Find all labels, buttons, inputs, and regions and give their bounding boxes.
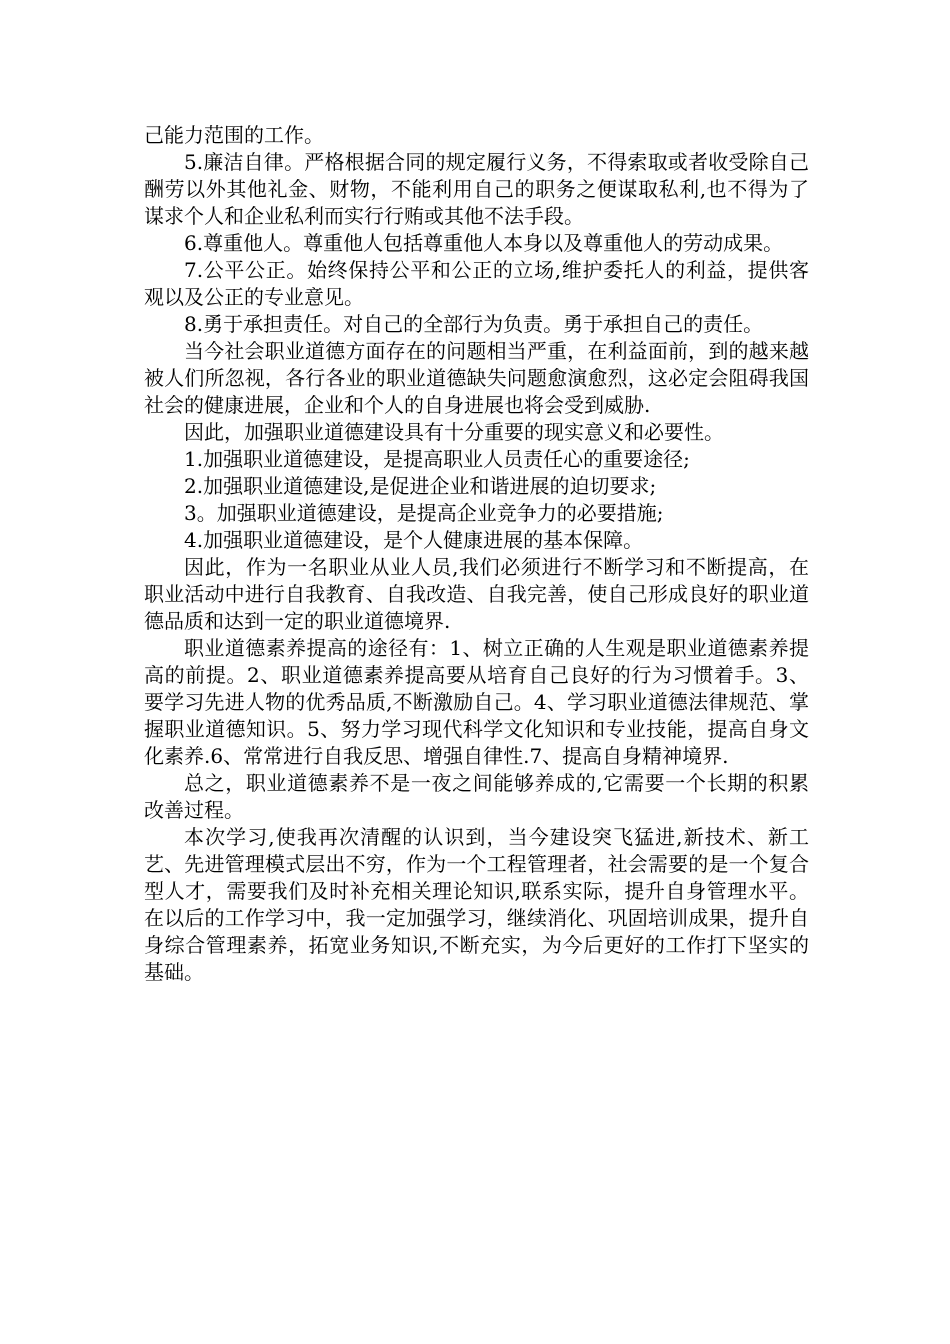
paragraph-respect: 6.尊重他人。尊重他人包括尊重他人本身以及尊重他人的劳动成果。: [184, 231, 784, 255]
list-item-3: 3。加强职业道德建设，是提高企业竞争力的必要措施;: [184, 501, 664, 525]
paragraph-integrity: 5.廉洁自律。严格根据合同的规定履行义务，不得索取或者收受除自己酬劳以外其他礼金、财物，不能利用自己的职务之便谋取私利,也不得为了谋求个人和企业私利而实行行贿或其他不法手段。: [144, 150, 809, 228]
paragraph-summary: 总之，职业道德素养不是一夜之间能够养成的,它需要一个长期的积累改善过程。: [144, 771, 809, 822]
paragraph-fairness: 7.公平公正。始终保持公平和公正的立场,维护委托人的利益，提供客观以及公正的专业意见。: [144, 258, 809, 309]
paragraph-current-problems: 当今社会职业道德方面存在的问题相当严重，在利益面前，到的越来越被人们所忽视，各行各业的职业道德缺失问题愈演愈烈，这必定会阻碍我国社会的健康进展，企业和个人的自身进展也将会受到威胁.: [144, 339, 809, 417]
paragraph-continuation: 己能力范围的工作。: [144, 123, 324, 147]
paragraph-continuous-learning: 因此，作为一名职业从业人员,我们必须进行不断学习和不断提高，在职业活动中进行自我教育、自我改造、自我完善，使自己形成良好的职业道德品质和达到一定的职业道德境界.: [144, 555, 809, 633]
paragraph-importance: 因此，加强职业道德建设具有十分重要的现实意义和必要性。: [184, 420, 724, 444]
list-item-4: 4.加强职业道德建设，是个人健康进展的基本保障。: [184, 528, 644, 552]
paragraph-responsibility: 8.勇于承担责任。对自己的全部行为负责。勇于承担自己的责任。: [184, 312, 764, 336]
list-item-1: 1.加强职业道德建设，是提高职业人员责任心的重要途径;: [184, 447, 690, 471]
paragraph-conclusion: 本次学习,使我再次清醒的认识到，当今建设突飞猛进,新技术、新工艺、先进管理模式层出不穷，作为一个工程管理者，社会需要的是一个复合型人才，需要我们及时补充相关理论知识,联系实际，提升自身管理水平。在以后的工作学习中，我一定加强学习，继续消化、巩固培训成果，提升自身综合管理素养，拓宽业务知识,不断充实，为今后更好的工作打下坚实的基础。: [144, 825, 809, 984]
document-body: [144, 122, 809, 986]
paragraph-improvement-methods: 职业道德素养提高的途径有：1、树立正确的人生观是职业道德素养提高的前提。2、职业道德素养提高要从培育自己良好的行为习惯着手。3、要学习先进人物的优秀品质,不断激励自己。4、学习职业道德法律规范、掌握职业道德知识。5、努力学习现代科学文化知识和专业技能，提高自身文化素养.6、常常进行自我反思、增强自律性.7、提高自身精神境界.: [144, 636, 809, 768]
list-item-2: 2.加强职业道德建设,是促进企业和谐进展的迫切要求;: [184, 474, 657, 498]
